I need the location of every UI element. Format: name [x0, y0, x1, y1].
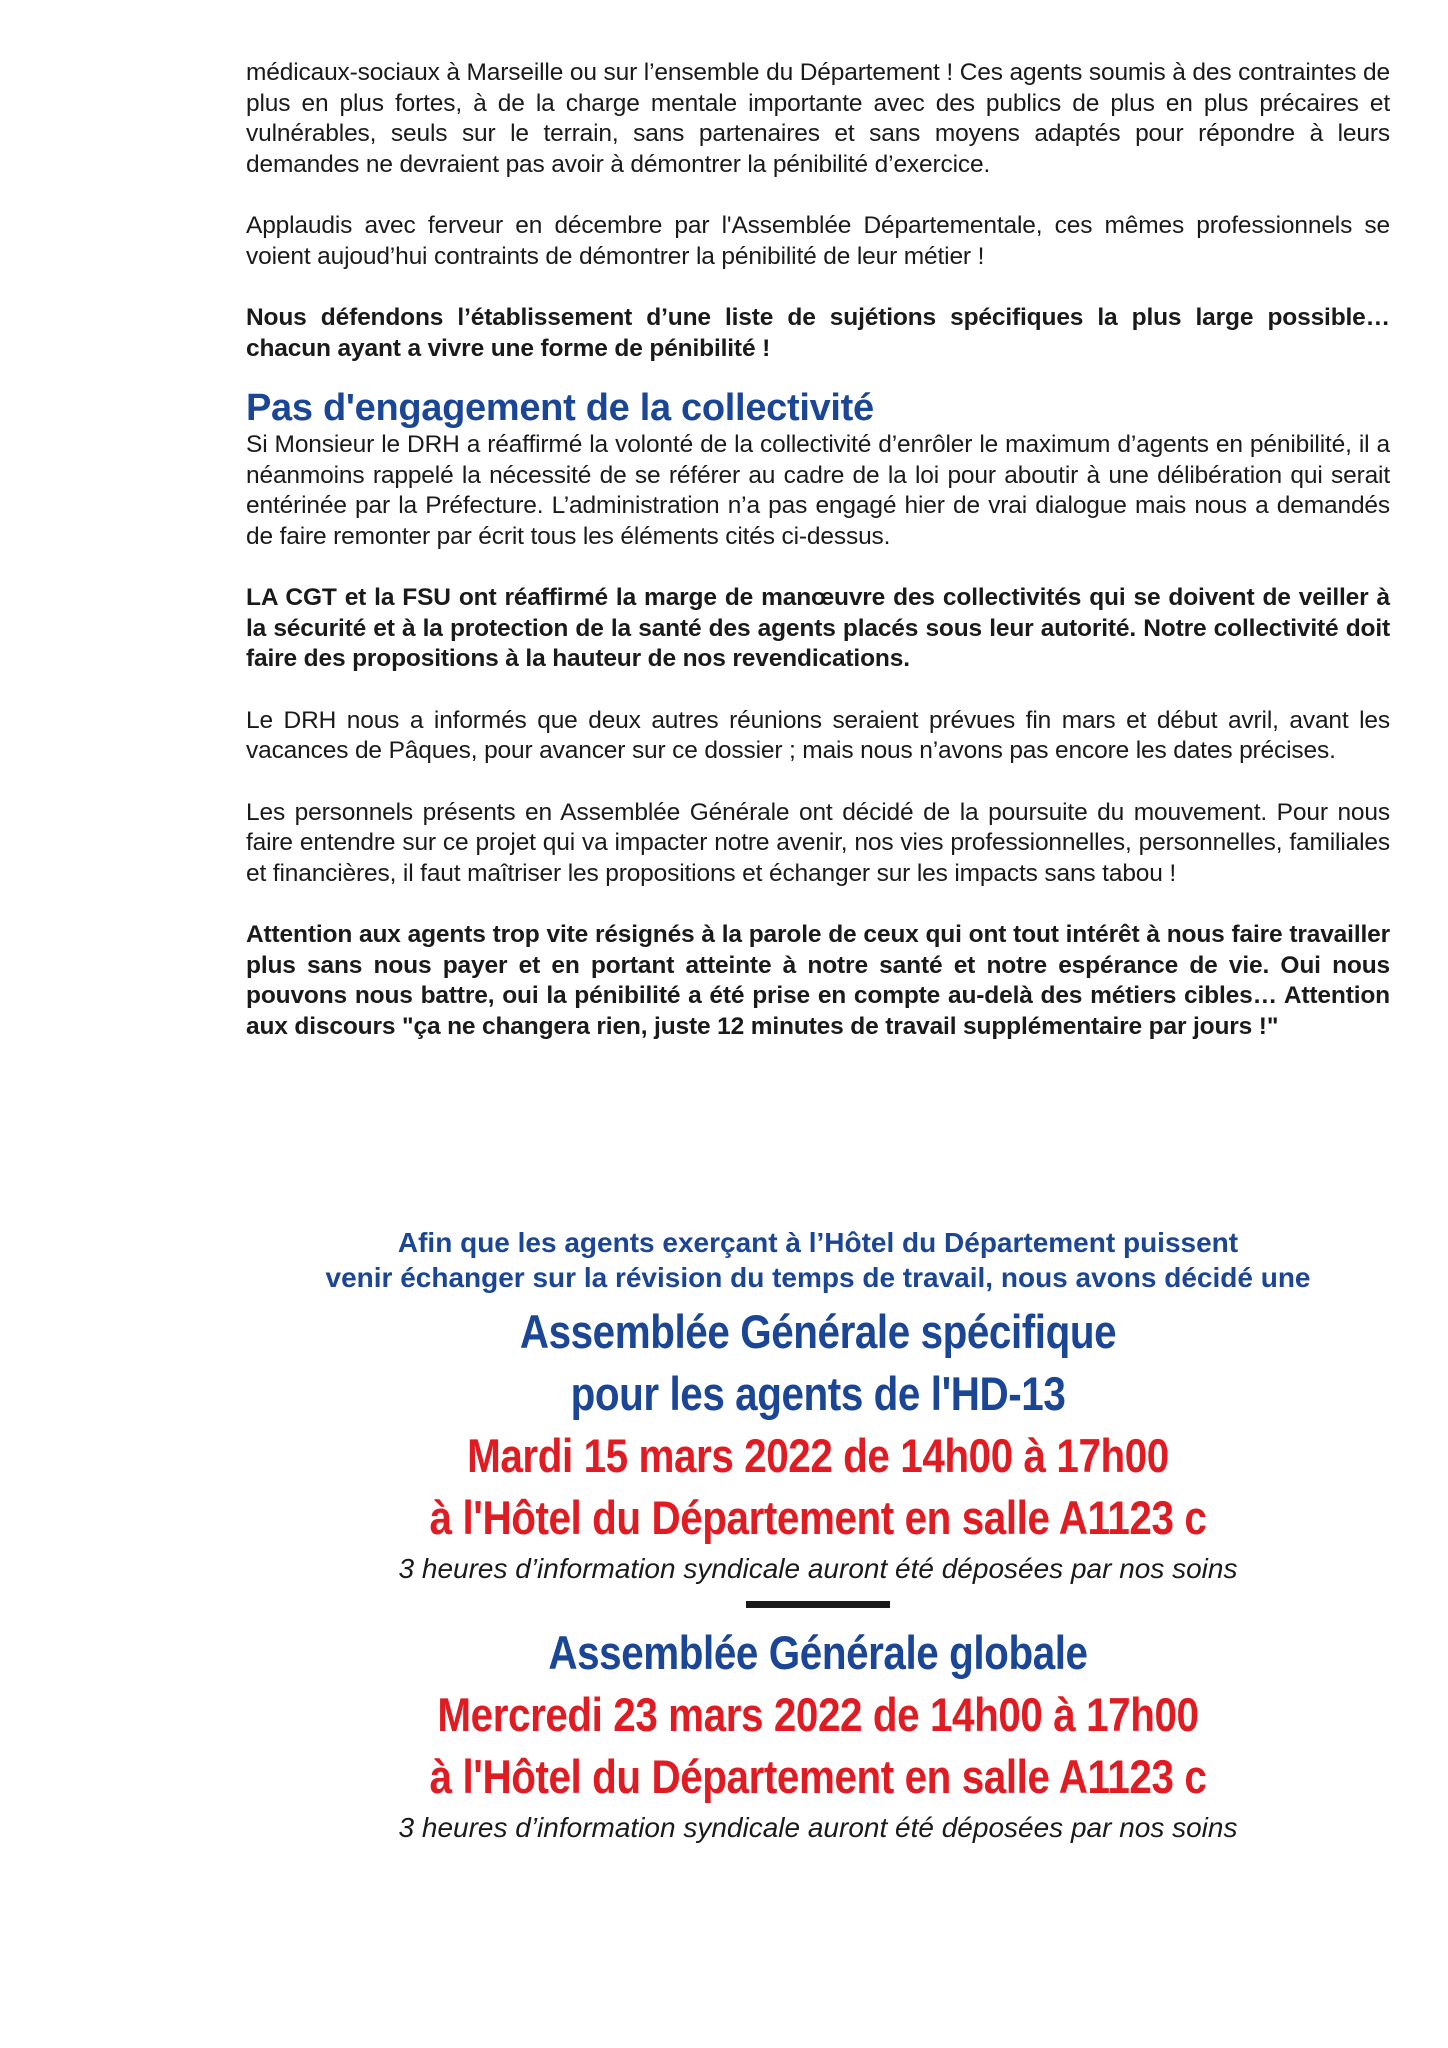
meeting1-title-line1: Assemblée Générale spécifique — [519, 1305, 1117, 1358]
meeting1-note: 3 heures d’information syndicale auront été déposées par nos soins — [398, 1553, 1238, 1584]
meeting1-title-line2: pour les agents de l'HD-13 — [570, 1367, 1066, 1420]
meeting2-note: 3 heures d’information syndicale auront été déposées par nos soins — [398, 1812, 1238, 1843]
paragraph-assemblee-generale: Les personnels présents en Assemblée Générale ont décidé de la poursuite du mouvement. Pour nous faire entendre sur ce projet qui va impacter notre avenir, nos vies professionnelles, personnelles, familiales et financières, il faut maîtriser les propositions et échanger sur les impacts sans tabou ! — [246, 798, 1390, 887]
meeting2-title: Assemblée Générale globale — [548, 1626, 1088, 1679]
paragraph-applaudis: Applaudis avec ferveur en décembre par l'Assemblée Départementale, ces mêmes professionnels se voient aujoud’hui contraints de démontrer la pénibilité de leur métier ! — [246, 212, 1390, 270]
meeting2-date: Mercredi 23 mars 2022 de 14h00 à 17h00 — [437, 1688, 1199, 1741]
paragraph-attention: Attention aux agents trop vite résignés à la parole de ceux qui ont tout intérêt à nous faire travailler plus sans nous payer et en portant atteinte à notre santé et notre espérance de vie. Oui nous pouvons nous battre, oui la pénibilité a été prise en compte au-delà des métiers cibles… Attention aux discours "ça ne changera rien, juste 12 minutes de travail supplémentaire par jours !" — [246, 921, 1390, 1040]
paragraph-drh-reaffirme: Si Monsieur le DRH a réaffirmé la volonté de la collectivité d’enrôler le maximum d’agents en pénibilité, il a néanmoins rappelé la nécessité de se référer au cadre de la loi pour aboutir à une délibération qui serait entérinée par la Préfecture. L’administration n’a pas engagé hier de vrai dialogue mais nous a demandés de faire remonter par écrit tous les éléments cités ci-dessus. — [246, 431, 1390, 550]
body-column — [246, 58, 1390, 1073]
section-title: Pas d'engagement de la collectivité — [246, 387, 874, 429]
paragraph-agents-medico-sociaux: médicaux-sociaux à Marseille ou sur l’ensemble du Département ! Ces agents soumis à des contraintes de plus en plus fortes, à de la charge mentale importante avec des publics de plus en plus précaires et vulnérables, seuls sur le terrain, sans partenaires et sans moyens adaptés pour répondre à leurs demandes ne devraient pas avoir à démontrer la pénibilité d’exercice. — [246, 59, 1390, 178]
divider — [746, 1601, 890, 1608]
paragraph-cgt-fsu: LA CGT et la FSU ont réaffirmé la marge de manœuvre des collectivités qui se doivent de veiller à la sécurité et à la protection de la santé des agents placés sous leur autorité. Notre collectivité doit faire des propositions à la hauteur de nos revendications. — [246, 584, 1390, 672]
meeting2-place: à l'Hôtel du Département en salle A1123 c — [429, 1750, 1207, 1803]
announcement-intro-line1: Afin que les agents exerçant à l’Hôtel du Département puissent — [397, 1227, 1239, 1258]
paragraph-reunions: Le DRH nous a informés que deux autres réunions seraient prévues fin mars et début avril, avant les vacances de Pâques, pour avancer sur ce dossier ; mais nous n’avons pas encore les dates précises. — [246, 706, 1390, 764]
announcement-block — [246, 1225, 1390, 1846]
meeting1-date: Mardi 15 mars 2022 de 14h00 à 17h00 — [467, 1429, 1169, 1482]
meeting1-place: à l'Hôtel du Département en salle A1123 c — [429, 1491, 1207, 1544]
announcement-intro-line2: venir échanger sur la révision du temps de travail, nous avons décidé une — [325, 1262, 1311, 1293]
paragraph-sujetions: Nous défendons l’établissement d’une liste de sujétions spécifiques la plus large possible… chacun ayant a vivre une forme de pénibilité ! — [246, 304, 1390, 362]
